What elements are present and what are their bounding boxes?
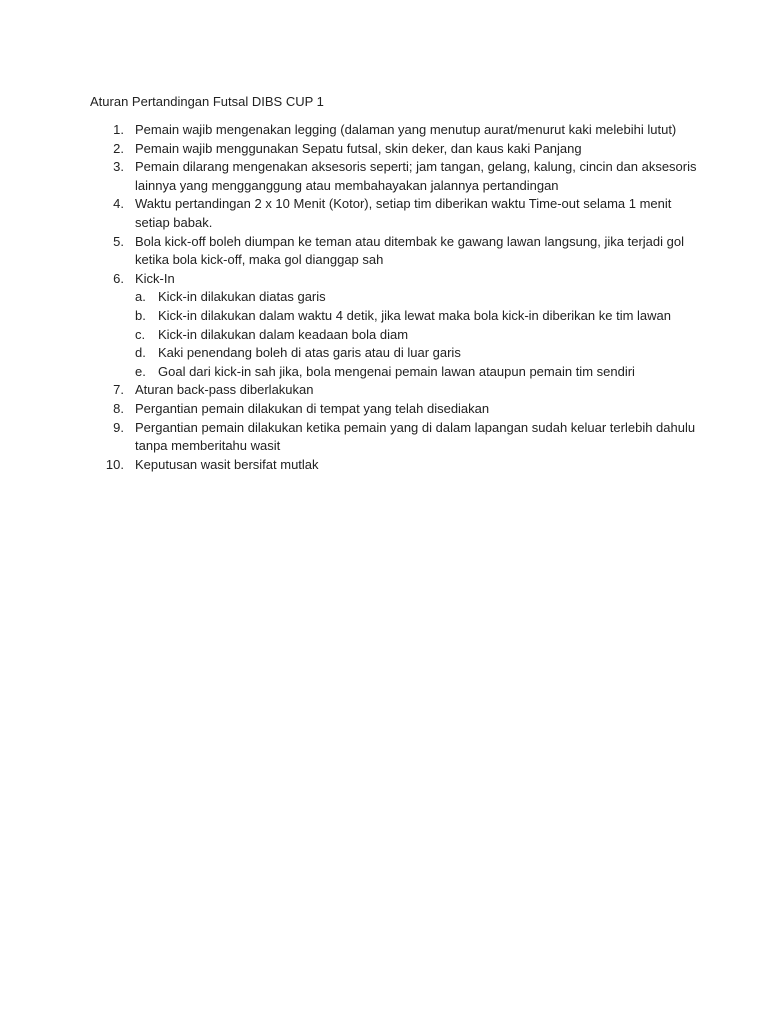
sub-rule-item (135, 288, 705, 307)
sub-rule-letter: e. (135, 363, 146, 379)
document-title: Aturan Pertandingan Futsal DIBS CUP 1 (90, 94, 324, 109)
rule-item (0, 419, 705, 456)
rules-list (0, 121, 768, 474)
sub-rule-text: Kaki penendang boleh di atas garis atau di luar garis (158, 345, 461, 361)
sub-rule-text: Kick-in dilakukan diatas garis (158, 289, 326, 305)
sub-rule-letter: d. (135, 345, 146, 361)
rule-text: Kick-In (135, 270, 175, 286)
rule-number: 6. (113, 270, 124, 286)
sub-rule-item (135, 344, 705, 363)
rule-text: Pemain dilarang mengenakan aksesoris seperti; jam tangan, gelang, kalung, cincin dan aksesoris lainnya yang mengganggung atau membahayakan jalannya pertandingan (135, 159, 697, 193)
rule-item (0, 121, 705, 140)
sub-rule-item (135, 326, 705, 345)
rule-text: Waktu pertandingan 2 x 10 Menit (Kotor), setiap tim diberikan waktu Time-out selama 1 menit setiap babak. (135, 196, 672, 230)
sub-rule-item (135, 307, 705, 326)
sub-rule-letter: b. (135, 307, 146, 323)
kick-in-sub-list (135, 288, 705, 381)
sub-rule-item (135, 363, 705, 382)
rule-number: 5. (113, 233, 124, 249)
sub-rule-text: Kick-in dilakukan dalam waktu 4 detik, jika lewat maka bola kick-in diberikan ke tim lawan (158, 307, 672, 323)
rule-item (0, 140, 705, 159)
rule-item (0, 400, 705, 419)
sub-rule-letter: a. (135, 289, 146, 305)
sub-rule-text: Goal dari kick-in sah jika, bola mengenai pemain lawan ataupun pemain tim sendiri (158, 363, 635, 379)
rule-text: Pemain wajib menggunakan Sepatu futsal, skin deker, dan kaus kaki Panjang (135, 140, 582, 156)
rule-text: Keputusan wasit bersifat mutlak (135, 456, 319, 472)
rule-item-kick-in (0, 270, 705, 382)
sub-rule-letter: c. (135, 326, 146, 342)
rule-item (0, 233, 705, 270)
rule-number: 4. (113, 196, 124, 212)
rule-text: Pergantian pemain dilakukan di tempat yang telah disediakan (135, 400, 490, 416)
rule-item (0, 195, 705, 232)
rule-item (0, 456, 705, 475)
rule-text: Pergantian pemain dilakukan ketika pemain yang di dalam lapangan sudah keluar terlebih dahulu tanpa memberitahu wasit (135, 419, 696, 454)
rule-text: Aturan back-pass diberlakukan (135, 382, 314, 398)
rule-number: 2. (113, 140, 124, 156)
rule-item (0, 381, 705, 400)
rule-item (0, 158, 705, 195)
rule-text: Pemain wajib mengenakan legging (dalaman yang menutup aurat/menurut kaki melebihi lutut) (135, 122, 677, 137)
rule-number: 1. (113, 122, 124, 137)
rule-number: 3. (113, 159, 124, 175)
sub-rule-text: Kick-in dilakukan dalam keadaan bola diam (158, 326, 409, 342)
rule-number: 8. (113, 400, 124, 416)
rule-text: Bola kick-off boleh diumpan ke teman atau ditembak ke gawang lawan langsung, jika terjadi gol ketika bola kick-off, maka gol dianggap sah (135, 233, 684, 268)
rule-number: 10. (105, 456, 124, 472)
rule-number: 7. (113, 382, 124, 398)
rule-number: 9. (113, 419, 124, 435)
